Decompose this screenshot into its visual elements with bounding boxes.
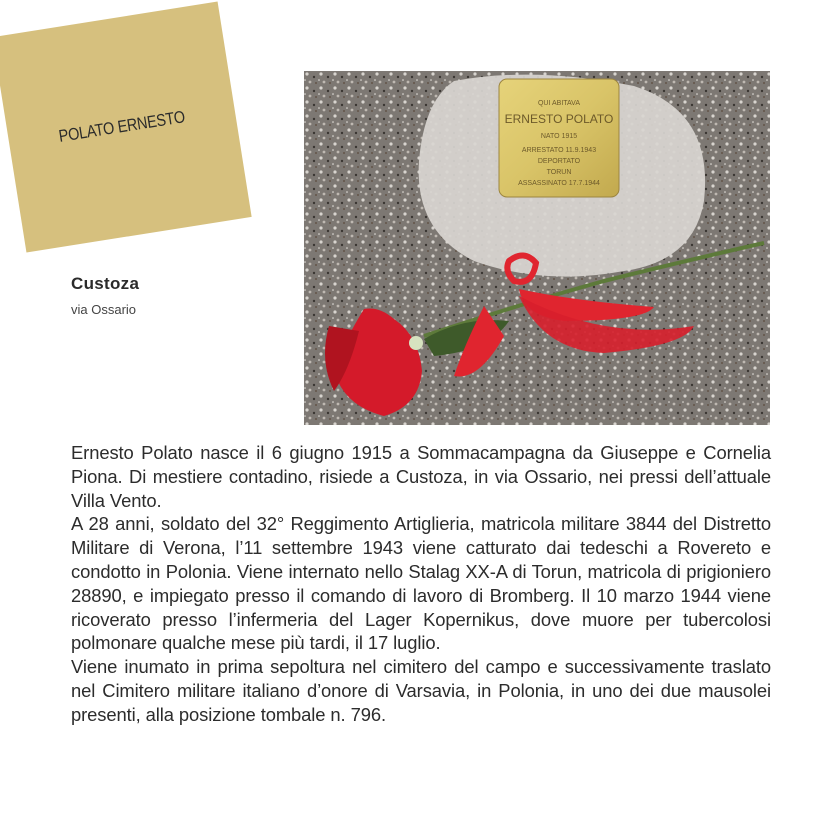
town-label: Custoza — [71, 274, 140, 293]
svg-text:TORUN: TORUN — [546, 169, 572, 176]
svg-text:ERNESTO POLATO: ERNESTO POLATO — [504, 112, 614, 126]
svg-text:ARRESTATO 11.9.1943: ARRESTATO 11.9.1943 — [521, 147, 597, 154]
svg-text:QUI ABITAVA: QUI ABITAVA — [537, 100, 581, 107]
svg-text:DEPORTATO: DEPORTATO — [537, 158, 581, 165]
location — [71, 274, 139, 317]
bio-paragraph: A 28 anni, soldato del 32° Reggimento Artiglieria, matricola militare 3844 del Distretto Militare di Verona, l’11 settembre 1943 viene catturato dai tedeschi a Rovereto e condotto in Polonia. Viene internato nello Stalag XX-A di Torun, matricola di prigioniero 28890, e impiegato presso il comando di lavoro di Bromberg. Il 10 marzo 1944 viene ricoverato presso l’infermeria del Lager Kopernikus, dove muore per tubercolosi polmonare qualche mese più tardi, il 17 luglio. — [71, 513, 771, 654]
bio-paragraph: Ernesto Polato nasce il 6 giugno 1915 a Sommacampagna da Giuseppe e Cornelia Piona. Di mestiere contadino, risiede a Custoza, in via Ossario, nei pressi dell’attuale Villa Vento. — [71, 442, 771, 511]
svg-text:NATO 1915: NATO 1915 — [540, 133, 578, 140]
name-card — [0, 2, 252, 253]
biography — [71, 441, 771, 727]
bio-paragraph: Viene inumato in prima sepoltura nel cimitero del campo e successivamente traslato nel Cimitero militare italiano d’onore di Varsavia, in Polonia, in uno dei due mausolei presenti, alla posizione tombale n. 796. — [71, 656, 771, 725]
person-name: POLATO ERNESTO — [57, 107, 187, 146]
stolperstein-photo — [304, 71, 770, 425]
svg-text:ASSASSINATO 17.7.1944: ASSASSINATO 17.7.1944 — [518, 180, 600, 187]
street-label: via Ossario — [71, 302, 137, 317]
